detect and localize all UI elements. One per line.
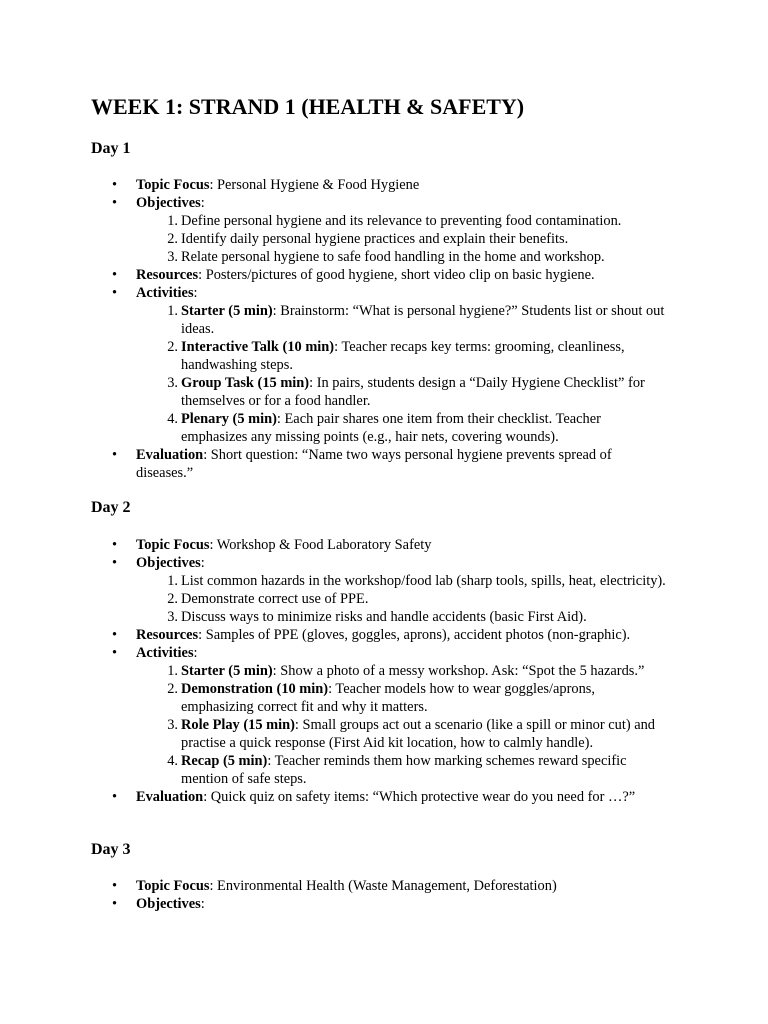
bullet-icon: •: [112, 537, 118, 553]
bullet-icon: •: [112, 896, 118, 912]
resources-item: • Resources: Posters/pictures of good hygiene, short video clip on basic hygiene.: [112, 267, 595, 283]
objectives-item: • Objectives:: [112, 195, 205, 211]
objective-list-item: 1. Define personal hygiene and its relevance to preventing food contamination.: [167, 213, 622, 229]
activity-list-item: 2. Demonstration (10 min): Teacher models how to wear goggles/aprons, emphasizing correct fit and why it matters.: [167, 681, 595, 715]
day-3-heading: Day 3: [91, 841, 131, 858]
resources-item: • Resources: Samples of PPE (gloves, goggles, aprons), accident photos (non-graphic).: [112, 627, 631, 643]
objective-list-item: 2. Identify daily personal hygiene practices and explain their benefits.: [167, 231, 569, 247]
bullet-icon: •: [112, 789, 118, 805]
day-1-content: [108, 176, 668, 482]
evaluation-item: • Evaluation: Short question: “Name two ways personal hygiene prevents spread of diseases.”: [112, 447, 612, 481]
bullet-icon: •: [112, 627, 118, 643]
bullet-icon: •: [112, 645, 118, 661]
topic-focus-item: • Topic Focus: Environmental Health (Waste Management, Deforestation): [112, 878, 557, 894]
topic-focus-item: • Topic Focus: Personal Hygiene & Food Hygiene: [112, 177, 420, 193]
day-2-content: [108, 536, 668, 806]
activity-list-item: 3. Group Task (15 min): In pairs, students design a “Daily Hygiene Checklist” for themselves or for a food handler.: [167, 375, 645, 409]
bullet-icon: •: [112, 177, 118, 193]
objectives-item: • Objectives:: [112, 555, 205, 571]
activity-list-item: 1. Starter (5 min): Brainstorm: “What is personal hygiene?” Students list or shout out ideas.: [167, 303, 665, 337]
bullet-icon: •: [112, 267, 118, 283]
topic-focus-item: • Topic Focus: Workshop & Food Laboratory Safety: [112, 537, 432, 553]
day-1-heading: Day 1: [91, 140, 131, 157]
objective-list-item: 3. Discuss ways to minimize risks and handle accidents (basic First Aid).: [167, 609, 587, 625]
bullet-icon: •: [112, 195, 118, 211]
page-title: WEEK 1: STRAND 1 (HEALTH & SAFETY): [91, 94, 525, 119]
evaluation-item: • Evaluation: Quick quiz on safety items: “Which protective wear do you need for …?”: [112, 789, 636, 805]
activity-list-item: 1. Starter (5 min): Show a photo of a messy workshop. Ask: “Spot the 5 hazards.”: [167, 663, 645, 679]
objective-list-item: 2. Demonstrate correct use of PPE.: [167, 591, 369, 607]
activity-list-item: 3. Role Play (15 min): Small groups act out a scenario (like a spill or minor cut) and practise a quick response (First Aid kit location, how to calmly handle).: [167, 717, 655, 751]
activity-list-item: 2. Interactive Talk (10 min): Teacher recaps key terms: grooming, cleanliness, handwashing steps.: [167, 339, 625, 373]
activities-item: • Activities:: [112, 645, 198, 661]
bullet-icon: •: [112, 285, 118, 301]
objective-list-item: 3. Relate personal hygiene to safe food handling in the home and workshop.: [167, 249, 605, 265]
activities-item: • Activities:: [112, 285, 198, 301]
activity-list-item: 4. Recap (5 min): Teacher reminds them how marking schemes reward specific mention of safe steps.: [167, 753, 627, 787]
bullet-icon: •: [112, 555, 118, 571]
objective-list-item: 1. List common hazards in the workshop/food lab (sharp tools, spills, heat, electricity).: [167, 573, 666, 589]
objectives-item: • Objectives:: [112, 896, 205, 912]
day-3-content: [108, 877, 668, 913]
bullet-icon: •: [112, 878, 118, 894]
activity-list-item: 4. Plenary (5 min): Each pair shares one item from their checklist. Teacher emphasizes any missing points (e.g., hair nets, covering wounds).: [167, 411, 601, 445]
day-2-heading: Day 2: [91, 499, 131, 516]
bullet-icon: •: [112, 447, 118, 463]
